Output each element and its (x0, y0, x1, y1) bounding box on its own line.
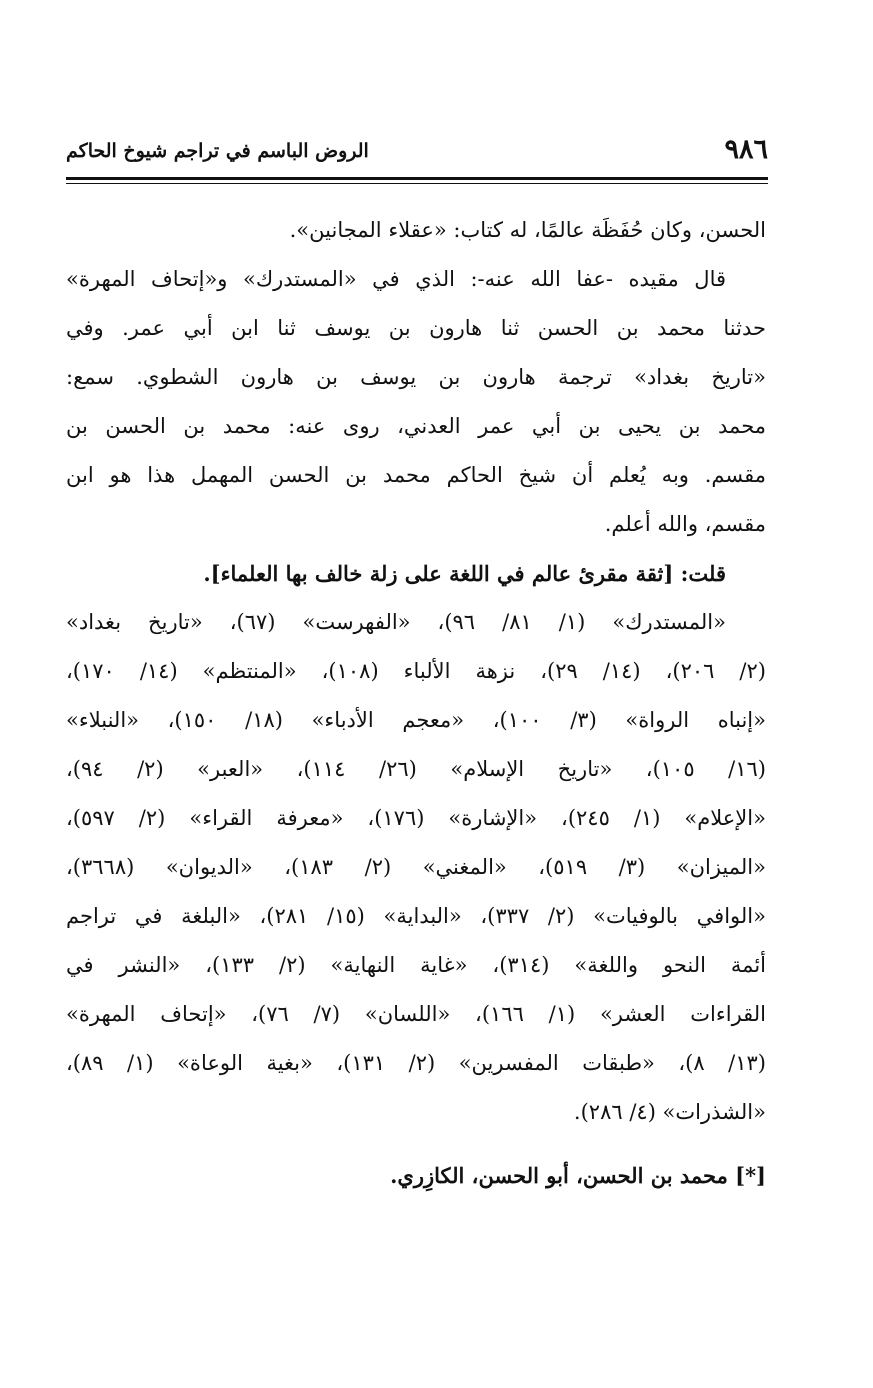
reference-line: (٢/ ٢٠٦)، (١٤/ ٢٩)، نزهة الألباء (١٠٨)، «المنتظم» (١٤/ ١٧٠)، (66, 659, 766, 683)
text-line: محمد بن يحيى بن أبي عمر العدني، روى عنه: محمد بن الحسن بن (66, 414, 766, 438)
text-line: قال مقيده -عفا الله عنه-: الذي في «المستدرك» و«إتحاف المهرة» (66, 267, 726, 291)
reference-line: أئمة النحو واللغة» (٣١٤)، «غاية النهاية» (٢/ ١٣٣)، «النشر في (66, 953, 766, 977)
reference-line: «المستدرك» (١/ ٨١/ ٩٦)، «الفهرست» (٦٧)، «تاريخ بغداد» (66, 610, 726, 634)
header-rule-thick (66, 177, 768, 180)
text-line: حدثنا محمد بن الحسن ثنا هارون بن يوسف ثنا ابن أبي عمر. وفي (66, 316, 766, 340)
entry-heading: [*] محمد بن الحسن، أبو الحسن، الكازِري. (390, 1163, 766, 1188)
reference-line: «الوافي بالوفيات» (٢/ ٣٣٧)، «البداية» (١٥/ ٢٨١)، «البلغة في تراجم (66, 904, 766, 928)
text-line: الحسن، وكان حُفَظَة عالمًا، له كتاب: «عقلاء المجانين». (289, 218, 766, 242)
page-number: ٩٨٦ (724, 134, 768, 165)
reference-line: «الإعلام» (١/ ٢٤٥)، «الإشارة» (١٧٦)، «معرفة القراء» (٢/ ٥٩٧)، (66, 806, 766, 830)
reference-line: «الشذرات» (٤/ ٢٨٦). (573, 1100, 766, 1124)
reference-line: «إنباه الرواة» (٣/ ١٠٠)، «معجم الأدباء» (١٨/ ١٥٠)، «النبلاء» (66, 708, 766, 732)
text-line: مقسم، والله أعلم. (604, 512, 766, 536)
header-rule-thin (66, 183, 768, 184)
body-text (66, 206, 766, 1137)
text-line: «تاريخ بغداد» ترجمة هارون بن يوسف بن هارون الشطوي. سمع: (66, 365, 766, 389)
page-header (66, 128, 768, 172)
running-title: الروض الباسم في تراجم شيوخ الحاكم (66, 140, 369, 162)
reference-line: القراءات العشر» (١/ ١٦٦)، «اللسان» (٧/ ٧٦)، «إتحاف المهرة» (66, 1002, 766, 1026)
verdict-line: قلت: [ثقة مقرئ عالم في اللغة على زلة خالف بها العلماء]. (203, 561, 726, 586)
reference-line: (١٦/ ١٠٥)، «تاريخ الإسلام» (٢٦/ ١١٤)، «العبر» (٢/ ٩٤)، (66, 757, 766, 781)
reference-line: (١٣/ ٨)، «طبقات المفسرين» (٢/ ١٣١)، «بغية الوعاة» (١/ ٨٩)، (66, 1051, 766, 1075)
text-line: مقسم. وبه يُعلم أن شيخ الحاكم محمد بن الحسن المهمل هذا هو ابن (66, 463, 766, 487)
reference-line: «الميزان» (٣/ ٥١٩)، «المغني» (٢/ ١٨٣)، «الديوان» (٣٦٦٨)، (66, 855, 766, 879)
